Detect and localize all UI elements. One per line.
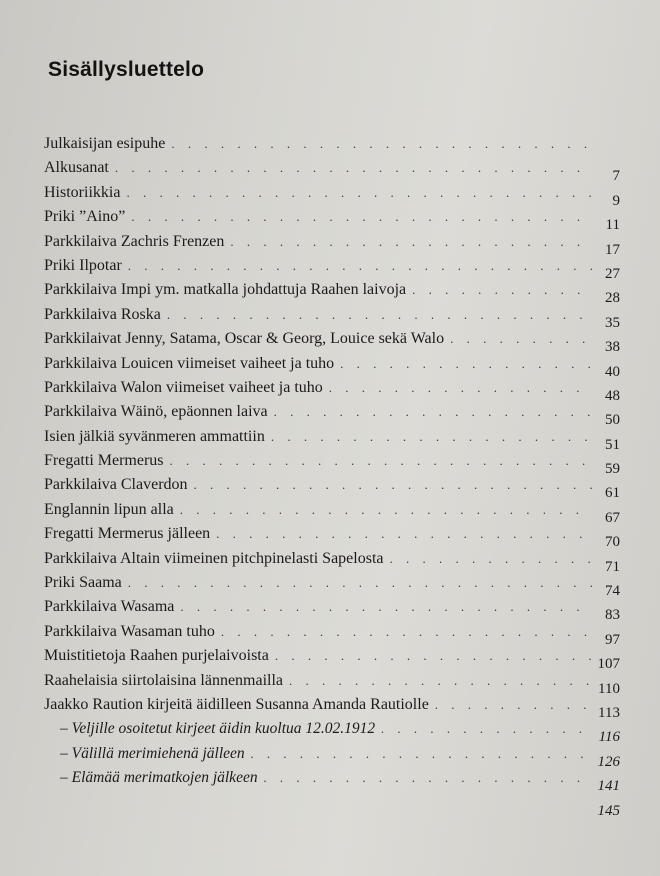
dot-leader <box>131 205 592 229</box>
entry-title: Alkusanat <box>44 159 109 177</box>
dot-leader <box>340 352 592 376</box>
dot-leader <box>450 327 592 351</box>
entry-title: Priki Ilpotar <box>44 256 122 274</box>
page-number: 61 <box>605 485 620 502</box>
dot-leader <box>230 230 592 254</box>
entry-title: Parkkilaiva Roska <box>44 305 161 323</box>
entry-title: Parkkilaiva Walon viimeiset vaiheet ja tuho <box>44 378 323 396</box>
entry-title: Parkkilaiva Wäinö, epäonnen laiva <box>44 403 268 421</box>
toc-entry <box>44 522 620 551</box>
toc-entry <box>44 669 620 697</box>
toc-subentry <box>44 717 620 746</box>
page-number: 145 <box>597 802 620 819</box>
page-number: 141 <box>597 778 620 795</box>
dot-leader <box>412 278 592 302</box>
page-number: 70 <box>605 534 620 551</box>
dot-leader <box>180 498 592 522</box>
page-number: 7 <box>612 168 620 185</box>
page-number: 40 <box>605 363 620 380</box>
entry-title: Parkkilaivat Jenny, Satama, Oscar & Georg, Louice sekä Walo <box>44 330 445 348</box>
toc-entry <box>44 352 620 380</box>
toc-subentry <box>44 742 620 770</box>
toc-entry <box>44 547 620 575</box>
toc-entry <box>44 449 620 478</box>
dot-leader <box>271 425 592 449</box>
entry-title: – Elämää merimatkojen jälkeen <box>60 769 258 787</box>
page-number: 28 <box>605 290 620 307</box>
dot-leader <box>194 473 592 497</box>
page-number: 71 <box>605 558 620 575</box>
dot-leader <box>389 547 592 571</box>
entry-title: Julkaisijan esipuhe <box>44 135 166 152</box>
dot-leader <box>180 595 592 619</box>
page-number: 27 <box>605 265 620 282</box>
dot-leader <box>115 156 592 180</box>
entry-title: Priki ”Aino” <box>44 208 126 226</box>
toc-entry <box>44 693 620 721</box>
entry-title: Jaakko Raution kirjeitä äidilleen Susanna Amanda Rautiolle <box>44 695 429 713</box>
dot-leader <box>167 303 592 327</box>
toc-entry <box>44 230 620 258</box>
entry-title: – Välillä merimiehenä jälleen <box>60 744 245 762</box>
page-number: 83 <box>605 607 620 624</box>
entry-title: Parkkilaiva Altain viimeinen pitchpinelasti Sapelosta <box>44 549 384 567</box>
toc-entry <box>44 254 620 282</box>
dot-leader <box>274 400 592 424</box>
entry-title: Parkkilaiva Louicen viimeiset vaiheet ja tuho <box>44 354 335 372</box>
dot-leader <box>170 449 592 473</box>
dot-leader <box>128 571 592 595</box>
toc-entry <box>44 181 620 209</box>
entry-title: Fregatti Mermerus jälleen <box>44 525 211 543</box>
entry-title: Muistitietoja Raahen purjelaivoista <box>44 647 269 665</box>
entry-title: Parkkilaiva Wasama <box>44 598 175 616</box>
page-number: 113 <box>598 704 620 721</box>
page-number: 110 <box>598 680 620 697</box>
entry-title: Parkkilaiva Impi ym. matkalla johdattuja Raahen laivoja <box>44 281 407 299</box>
entry-title: Fregatti Mermerus <box>44 452 164 470</box>
dot-leader <box>128 254 592 278</box>
page-number: 67 <box>605 509 620 526</box>
dot-leader <box>126 181 592 205</box>
toc-subentry <box>44 766 620 795</box>
entry-title: Isien jälkiä syvänmeren ammattiin <box>44 427 265 445</box>
toc-entry <box>44 400 620 429</box>
dot-leader <box>221 620 592 644</box>
page-number: 50 <box>605 412 620 429</box>
page-number: 11 <box>605 217 620 234</box>
toc-entry <box>44 205 620 234</box>
toc-entry <box>44 376 620 404</box>
toc-entry <box>44 595 620 624</box>
entry-title: Parkkilaiva Claverdon <box>44 476 188 494</box>
toc-entry <box>44 303 620 331</box>
toc-entry <box>44 278 620 307</box>
table-of-contents <box>44 132 620 819</box>
entry-title: – Veljille osoitetut kirjeet äidin kuoltua 12.02.1912 <box>60 720 376 738</box>
entry-title: Raahelaisia siirtolaisina lännenmailla <box>44 671 284 689</box>
page-number: 74 <box>605 583 620 600</box>
page-number: 51 <box>605 436 620 453</box>
entry-title: Parkkilaiva Zachris Frenzen <box>44 232 225 250</box>
toc-entry <box>44 620 620 648</box>
page-number: 116 <box>598 729 620 746</box>
entry-title: Parkkilaiva Wasaman tuho <box>44 622 215 640</box>
dot-leader <box>329 376 592 400</box>
toc-entry <box>44 132 620 156</box>
entry-title: Englannin lipun alla <box>44 500 174 518</box>
dot-leader <box>251 742 592 766</box>
entry-title: Priki Saama <box>44 574 122 592</box>
dot-leader <box>264 766 592 790</box>
dot-leader <box>171 132 592 156</box>
page-number: 59 <box>605 461 620 478</box>
page-number: 126 <box>597 753 620 770</box>
page-number: 107 <box>597 656 620 673</box>
toc-entry <box>44 425 620 453</box>
page-number: 48 <box>605 387 620 404</box>
page-number: 38 <box>605 339 620 356</box>
toc-entry <box>44 571 620 600</box>
entry-title: Historiikkia <box>44 183 121 201</box>
dot-leader <box>381 717 592 741</box>
dot-leader <box>435 693 592 717</box>
toc-entry <box>44 156 620 185</box>
toc-subentry <box>44 791 620 819</box>
dot-leader <box>275 644 592 668</box>
dot-leader <box>289 669 592 693</box>
page-number: 97 <box>605 631 620 648</box>
toc-entry <box>44 327 620 356</box>
toc-entry <box>44 498 620 526</box>
toc-entry <box>44 473 620 502</box>
page-number: 9 <box>612 192 620 209</box>
dot-leader <box>216 522 592 546</box>
toc-entry <box>44 644 620 673</box>
page-title: Sisällysluettelo <box>48 58 205 81</box>
page-number: 17 <box>605 241 620 258</box>
page-number: 35 <box>605 314 620 331</box>
